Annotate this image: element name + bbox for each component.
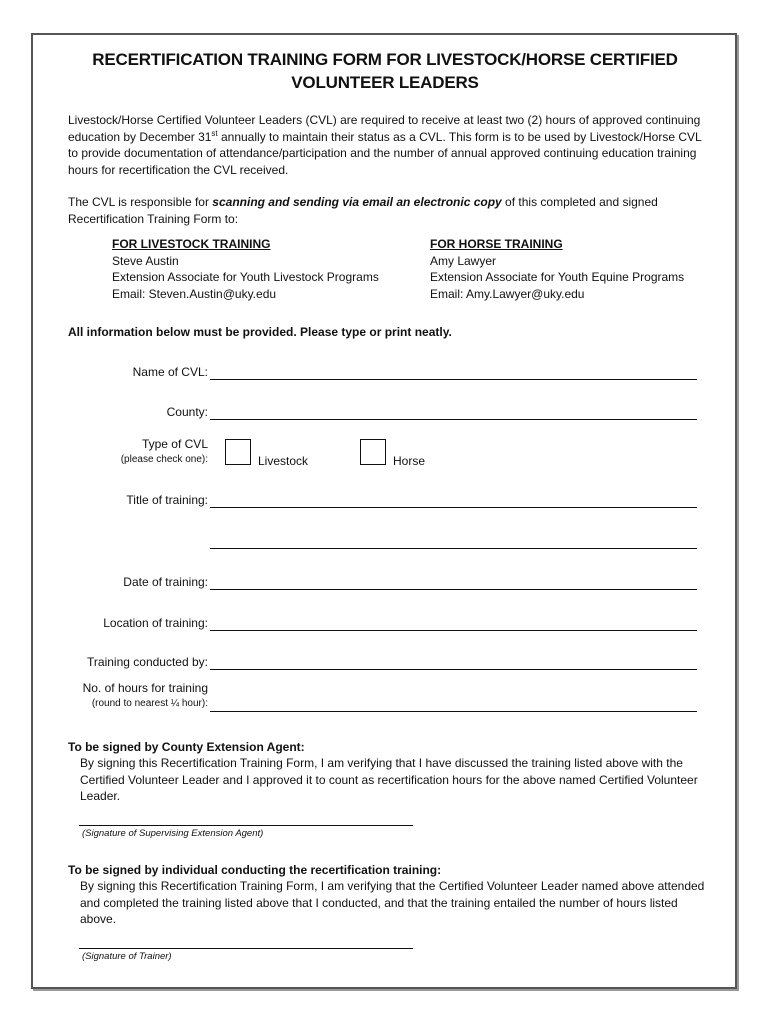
- county-field[interactable]: [210, 419, 697, 420]
- intro-text-b: annually to maintain their status as a CVL. This form is to be used by Livestock/Horse CVL to provide documentation of attendance/participation and the number of annual approved continuing education training hours for recertification the CVL received.: [68, 129, 702, 177]
- form-title-line-2: VOLUNTEER LEADERS: [291, 73, 479, 92]
- livestock-checkbox[interactable]: [225, 439, 251, 465]
- required-notice: All information below must be provided. Please type or print neatly.: [68, 325, 452, 339]
- livestock-contact-role: Extension Associate for Youth Livestock Programs: [112, 270, 379, 284]
- cvl-type-label: [60, 437, 208, 467]
- livestock-contact-name: Steve Austin: [112, 253, 179, 268]
- responsibility-text-b: of this completed and signed Recertification Training Form to:: [68, 195, 658, 226]
- trainer-section-heading: To be signed by individual conducting the recertification training:: [68, 863, 442, 877]
- intro-text-a: Livestock/Horse Certified Volunteer Leaders (CVL) are required to receive at least two (2) hours of approved continuing education by December 31: [68, 113, 701, 144]
- name-label: Name of CVL:: [132, 365, 208, 379]
- trainer-signature-caption: (Signature of Trainer): [82, 951, 172, 962]
- agent-signature-line[interactable]: [79, 825, 413, 826]
- cvl-type-label-main: Type of CVL: [141, 437, 208, 451]
- horse-contact-email: Email: Amy.Lawyer@uky.edu: [430, 286, 585, 301]
- training-hours-field[interactable]: [210, 711, 697, 712]
- agent-section-heading: To be signed by County Extension Agent:: [68, 740, 305, 754]
- training-location-field[interactable]: [210, 630, 697, 631]
- livestock-checkbox-label: Livestock: [258, 454, 309, 468]
- training-title-label: Title of training:: [126, 493, 208, 507]
- intro-paragraph: [68, 112, 708, 178]
- intro-superscript: st: [211, 128, 218, 138]
- trainer-signature-line[interactable]: [79, 948, 413, 949]
- horse-contact-heading: FOR HORSE TRAINING: [430, 237, 563, 251]
- form-title: [60, 48, 710, 94]
- livestock-contact-heading: FOR LIVESTOCK TRAINING: [112, 237, 271, 251]
- agent-section-text: By signing this Recertification Training Form, I am verifying that I have discussed the training listed above with the Certified Volunteer Leader and I approved it to count as recertification hours for the above named Certified Volunteer Leader.: [80, 756, 698, 803]
- horse-checkbox[interactable]: [360, 439, 386, 465]
- responsibility-paragraph: [68, 194, 708, 227]
- livestock-contact: [112, 236, 412, 302]
- horse-contact-role: Extension Associate for Youth Equine Programs: [430, 270, 685, 284]
- training-hours-label-main: No. of hours for training: [82, 681, 208, 695]
- training-hours-label: [60, 681, 208, 711]
- horse-checkbox-label: Horse: [393, 454, 426, 468]
- county-label: County:: [166, 405, 208, 419]
- training-title-field-line-2[interactable]: [210, 548, 697, 549]
- cvl-type-label-hint: (please check one):: [120, 454, 208, 465]
- training-date-label: Date of training:: [123, 575, 208, 589]
- training-date-field[interactable]: [210, 589, 697, 590]
- trainer-name-field[interactable]: [210, 669, 697, 670]
- responsibility-text-a: The CVL is responsible for: [68, 195, 213, 209]
- trainer-name-label: Training conducted by:: [87, 655, 208, 669]
- trainer-section-text: By signing this Recertification Training Form, I am verifying that the Certified Volunteer Leader named above attended and completed the training listed above that I conducted, and that the training entailed the number of hours listed above.: [80, 879, 705, 926]
- horse-contact-name: Amy Lawyer: [430, 253, 497, 268]
- name-field[interactable]: [210, 379, 697, 380]
- form-title-line-1: RECERTIFICATION TRAINING FORM FOR LIVESTOCK/HORSE CERTIFIED: [92, 50, 678, 69]
- training-title-field[interactable]: [210, 507, 697, 508]
- training-location-label: Location of training:: [103, 616, 208, 630]
- responsibility-emphasis: scanning and sending via email an electronic copy: [212, 195, 502, 209]
- training-hours-label-hint: (round to nearest ¼ hour):: [91, 698, 208, 709]
- horse-contact: [430, 236, 730, 302]
- livestock-contact-email: Email: Steven.Austin@uky.edu: [112, 286, 277, 301]
- agent-signature-caption: (Signature of Supervising Extension Agent): [82, 828, 264, 839]
